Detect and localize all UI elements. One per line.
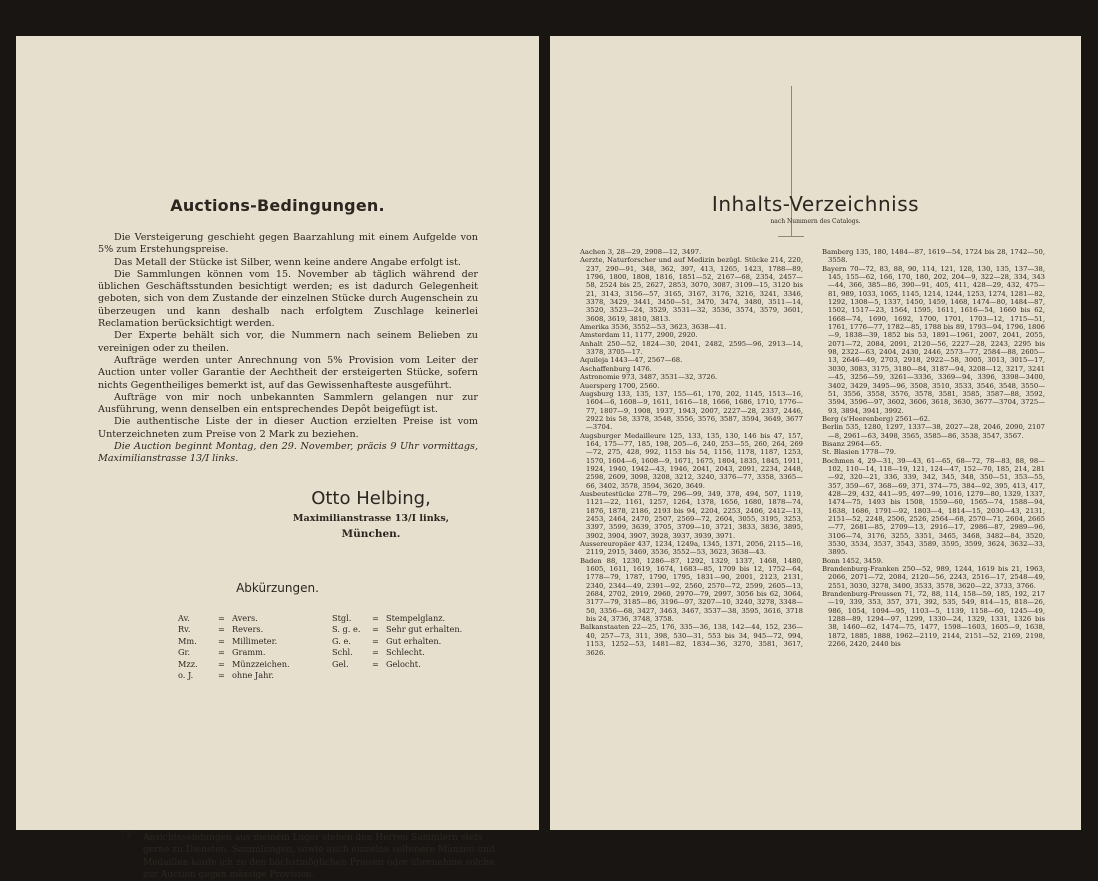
abbreviation: Mm. [178,635,197,646]
index-entry: Augsburger Medailleure 125, 133, 135, 130, 146 bis 47, 157, 164, 175—77, 185, 198, 205—6, 240, 253—55, 260, 264, 269—72, 275, 428, 992, 1153 bis 54, 1156, 1178, 1187, 1253, 1570, 1604—6, 1608—9, 1671, 1675, 1804, 1835, 1845, 1911, 1924, 1940, 1942—43, 1946, 2041, 2043, 2091, 2234, 2448, 2598, 2609, 3098, 3208, 3212, 3240, 3376—77, 3358, 3365—66, 3402, 3578, 3594, 3620, 3649. [580,431,803,490]
abbreviation: Gr. [178,647,191,658]
conditions-title: Auctions-Bedingungen. [170,196,385,215]
abbreviation: Schl. [332,647,353,658]
index-entry: Baden 88, 1230, 1286—87, 1292, 1329, 1337, 1468, 1480, 1605, 1611, 1619, 1674, 1683—85, 1709 bis 12, 1752—64, 1778—79, 1787, 1790, 1795, 1831—90, 2001, 2123, 2131, 2340, 2344—49, 2391—92, 2560, 2570—72, 2599, 2605—13, 2684, 2702, 2919, 2960, 2970—79, 2997, 3056 bis 62, 3064, 3177—79, 3185—86, 3196—97, 3207—10, 3240, 3278, 3348—50, 3356—68, 3427, 3463, 3467, 3537—38, 3595, 3616, 3718 bis 24, 3736, 3748, 3758. [580,556,803,624]
title-rule [778,236,804,237]
abbreviation: Stgl. [332,613,352,623]
index-entry: Aquileja 1443—47, 2567—68. [580,356,683,365]
abbreviations-list-left [178,613,290,681]
index-entry: St. Blasien 1778—79. [822,448,897,457]
abbreviation: G. e. [332,635,351,646]
index-entry: Astronomie 973, 3487, 3531—32, 3726. [580,373,718,382]
abbreviation: S. g. e. [332,624,361,635]
abbreviation: Av. [178,613,190,623]
signature-address: Maximilianstrasse 13/I links, [292,513,450,524]
conditions-paragraph: Die Versteigerung geschieht gegen Baarzahlung mit einem Aufgelde von 5% zum Erstehungspreise. [98,232,478,256]
conditions-paragraph: Aufträge von mir noch unbekannten Sammlern gelangen nur zur Ausführung, wenn denselben ein entsprechendes Depôt beigefügt ist. [98,391,478,416]
abbreviation-meaning: Gramm. [232,647,266,658]
conditions-paragraph: Das Metall der Stücke ist Silber, wenn keine andere Angabe erfolgt ist. [114,256,461,268]
abbreviation-meaning: Revers. [232,624,264,635]
index-entry: Amerika 3536, 3552—53, 3623, 3638—41. [580,323,727,332]
abbreviation-row: Gr. = Gramm. [178,647,266,658]
index-column-1 [580,248,803,657]
index-column-2 [822,248,1045,649]
abbreviations-list-right [332,613,462,670]
abbreviation-meaning: Gut erhalten. [386,635,442,646]
index-entry: Brandenburg-Preussen 71, 72, 88, 114, 158—59, 185, 192, 217—19, 339, 353, 357, 371, 392, 535, 549, 814—15, 818—26, 986, 1054, 1094—95, 1103—5, 1139, 1158—60, 1245—49, 1288—89, 1294—97, 1299, 1330—24, 1329, 1331, 1326 bis 38, 1460—62, 1474—75, 1477, 1598—1603, 1605—9, 1638, 1872, 1885, 1888, 1962—2119, 2144, 2151—52, 2169, 2198, 2266, 2420, 2440 bis [822,590,1045,649]
signature-block [286,488,456,540]
index-entry: Auersperg 1700, 2560. [580,381,660,390]
abbreviation-row: Mzz. = Münzzeichen. [178,658,290,669]
conditions-paragraph: Der Experte behält sich vor, die Nummern nach seinem Belieben zu vereinigen oder zu theilen. [98,330,478,354]
abbreviation-row: Schl. = Schlecht. [332,647,425,658]
right-page [550,36,1081,830]
abbreviation-row: Gel. = Gelocht. [332,658,421,669]
abbreviation: Gel. [332,658,349,669]
abbreviation-row: Stgl. = Stempelglanz. [332,613,446,623]
abbreviation-meaning: Millimeter. [232,635,278,646]
index-entry: Aschaffenburg 1476. [580,364,652,373]
abbreviations-title: Abkürzungen. [236,581,319,595]
index-entry: Aerzte, Naturforscher und auf Medizin bezügl. Stücke 214, 220, 237, 290—91, 348, 362, 397, 413, 1265, 1423, 1788—89, 1796, 1800, 1808, 1816, 1851—52, 2167—68, 2354, 2457—58, 2524 bis 25, 2627, 2853, 3070, 3087, 3109—15, 3120 bis 21, 3143, 3156—57, 3165, 3167, 3176, 3216, 3241, 3346, 3378, 3429, 3441, 3450—51, 3470, 3474, 3480, 3511—14, 3520, 3523—24, 3529, 3531—32, 3536, 3574, 3579, 3601, 3608, 3619, 3810, 3813. [580,256,803,323]
index-entry: Bamberg 135, 180, 1484—87, 1619—54, 1724 bis 28, 1742—50, 3558. [822,248,1045,265]
index-subtitle: nach Nummern des Catalogs. [770,218,861,225]
abbreviation-row: Rv. = Revers. [178,624,264,635]
conditions-paragraph: Aufträge werden unter Anrechnung von 5% Provision vom Leiter der Auction unter voller Garantie der Aechtheit der ersteigerten Stücke, sofern nichts Gegentheiliges bemerkt ist, auf das Gewissenhafteste ausgeführt. [98,354,478,391]
abbreviation-row: Av. = Avers. [178,613,258,623]
index-entry: Brandenburg-Franken 250—52, 989, 1244, 1619 bis 21, 1963, 2066, 2071—72, 2084, 2120—56, 2243, 2516—17, 2548—49, 2551, 3030, 3278, 3400, 3533, 3578, 3620—22, 3733, 3766. [822,565,1045,590]
index-title: Inhalts-Verzeichniss [711,192,920,216]
index-entry: Balkanstaaten 22—25, 176, 335—36, 138, 142—44, 152, 236—40, 257—73, 311, 398, 530—31, 553 bis 34, 945—72, 994, 1153, 1252—53, 1481—82, 1834—36, 3270, 3581, 3617, 3626. [580,623,803,657]
abbreviation-meaning: Sehr gut erhalten. [386,624,463,635]
left-page [16,36,539,880]
conditions-body [98,232,478,466]
conditions-paragraph: Die authentische Liste der in dieser Auction erzielten Preise ist vom Unterzeichneten zum Preise von 2 Mark zu beziehen. [98,416,478,440]
signature-name: Otto Helbing, [311,488,431,509]
index-entry: Anhalt 250—52, 1824—30, 2041, 2482, 2595—96, 2913—14, 3378, 3705—17. [580,339,803,357]
index-entry: Bonn 1452, 3459. [822,556,884,565]
index-entry: Bisanz 2964—65. [822,439,882,448]
index-entry: Berlin 535, 1280, 1297, 1337—38, 2027—28, 2046, 2090, 2107—8, 2961—63, 3498, 3565, 3585—86, 3538, 3547, 3567. [822,423,1045,440]
auction-date-note: Die Auction beginnt Montag, den 29. November, präcis 9 Uhr vormittags, Maximilianstrasse 13/I links. [98,441,478,465]
abbreviation-meaning: Avers. [232,613,258,623]
notice-block [121,825,498,881]
index-entry: Ausbeutestücke 278—79, 296—99, 349, 378, 494, 507, 1119, 1121—22, 1161, 1257, 1264, 1378, 1656, 1680, 1878—74, 1876, 1878, 2186, 2193 bis 94, 2204, 2253, 2406, 2412—13, 2453, 2464, 2470, 2507, 2569—72, 2604, 3055, 3195, 3253, 3397, 3599, 3639, 3705, 3709—10, 3721, 3833, 3836, 3895, 3902, 3904, 3907, 3928, 3937, 3939, 3971. [580,489,803,540]
index-entry: Amsterdam 11, 1177, 2900, 2920. [580,331,698,340]
pointing-hand-icon: ☞ [121,825,136,844]
abbreviation-meaning: Stempelglanz. [386,613,446,623]
index-entry: Bayern 70—72, 83, 88, 90, 114, 121, 128, 130, 135, 137—38, 145, 155—62, 166, 170, 180, 202, 204—9, 322—28, 334, 343—44, 366, 385—86, 390—91, 405, 411, 428—29, 432, 475—81, 989, 1033, 1065, 1145, 1214, 1244, 1253, 1274, 1281—82, 1292, 1308—5, 1337, 1450, 1459, 1468, 1474—80, 1484—87, 1502, 1517—23, 1564, 1595, 1611, 1616—54, 1660 bis 62, 1668—74, 1690, 1692, 1700, 1701, 1703—12, 1715—51, 1761, 1776—77, 1782—85, 1788 bis 89, 1793—94, 1796, 1806—9, 1838—39, 1852 bis 53, 1891—1961, 2007, 2041, 2055, 2071—72, 2084, 2091, 2120—56, 2227—28, 2243, 2295 bis 98, 2322—63, 2404, 2430, 2446, 2573—77, 2584—88, 2605—13, 2646—49, 2703, 2918, 2922—58, 3005, 3013, 3015—17, 3030, 3083, 3175, 3180—84, 3187—94, 3208—12, 3217, 3241—45, 3256—59, 3261—3336, 3369—94, 3396, 3398—3400, 3402, 3429, 3495—96, 3508, 3510, 3533, 3546, 3548, 3550—51, 3556, 3558, 3576, 3578, 3581, 3585, 3587—88, 3592, 3594, 3596—97, 3602, 3606, 3618, 3630, 3677—3704, 3725—93, 3894, 3941, 3992. [822,264,1045,415]
index-entry: Aussereuropäer 437, 1234, 1249a, 1345, 1371, 2056, 2115—16, 2119, 2915, 3469, 3536, 3552—53, 3623, 3638—43. [580,540,803,557]
abbreviation-meaning: Schlecht. [386,647,425,658]
abbreviation-row: Mm. = Millimeter. [178,635,278,646]
abbreviation: Mzz. [178,658,198,669]
abbreviation-row: S. g. e. = Sehr gut erhalten. [332,624,463,635]
abbreviation: o. J. [178,670,194,681]
index-entry: Aachen 3, 28—29, 2908—12, 3497. [580,248,702,256]
conditions-paragraph: Die Sammlungen können vom 15. November ab täglich während der üblichen Geschäftsstunden besichtigt werden; es ist dadurch Gelegenheit geboten, sich von dem Zustande der einzelnen Stücke durch Augenschein zu überzeugen und kann deshalb nach erfolgtem Zuschlage keinerlei Reclamation berücksichtigt werden. [98,268,478,330]
abbreviation-row: G. e. = Gut erhalten. [332,635,442,646]
index-entry: Augsburg 133, 135, 137, 155—61, 170, 202, 1145, 1513—16, 1604—6, 1608—9, 1611, 1616—18, 1666, 1686, 1710, 1776—77, 1807—9, 1908, 1937, 1943, 2007, 2227—28, 2337, 2446, 2922 bis 58, 3378, 3548, 3556, 3576, 3587, 3594, 3649, 3677—3704. [580,389,803,432]
abbreviation: Rv. [178,624,191,635]
abbreviation-meaning: Münzzeichen. [232,658,290,669]
notice-text: Ansichtssendungen aus meinem Lager stehen den Herren Sammlern stets gerne zu Diensten. Sammlungen, sowie auch einzelne seltenere Münzen und Medaillen kaufe ich zu den höchstmöglichen Preisen oder übernehme solche zur Auction gegen mässige Provision. [143,833,495,880]
abbreviation-row: o. J. = ohne Jahr. [178,670,274,681]
index-entry: Bochmen 4, 29—31, 39—43, 61—65, 68—72, 78—83, 88, 98—102, 110—14, 118—19, 121, 124—47, 152—70, 185, 214, 281—92, 320—21, 336, 339, 342, 345, 348, 350—51, 353—55, 357, 359—67, 368—69, 371, 374—75, 384—92, 395, 413, 417, 428—29, 432, 441—95, 497—99, 1016, 1279—80, 1329, 1337, 1474—75, 1493 bis 1508, 1559—60, 1565—74, 1588—94, 1638, 1686, 1791—92, 1803—4, 1814—15, 2030—43, 2131, 2151—52, 2248, 2506, 2526, 2564—68, 2570—71, 2604, 2665—77, 2681—85, 2709—13, 2916—17, 2986—87, 2989—96, 3106—74, 3176, 3255, 3351, 3465, 3468, 3482—84, 3520, 3530, 3534, 3537, 3543, 3589, 3595, 3599, 3624, 3632—33, 3895. [822,456,1045,557]
abbreviation-meaning: Gelocht. [386,658,421,669]
abbreviation-meaning: ohne Jahr. [232,670,274,681]
index-entry: Berg (s'Heerenberg) 2561—62. [822,414,931,423]
signature-city: München. [341,528,401,540]
